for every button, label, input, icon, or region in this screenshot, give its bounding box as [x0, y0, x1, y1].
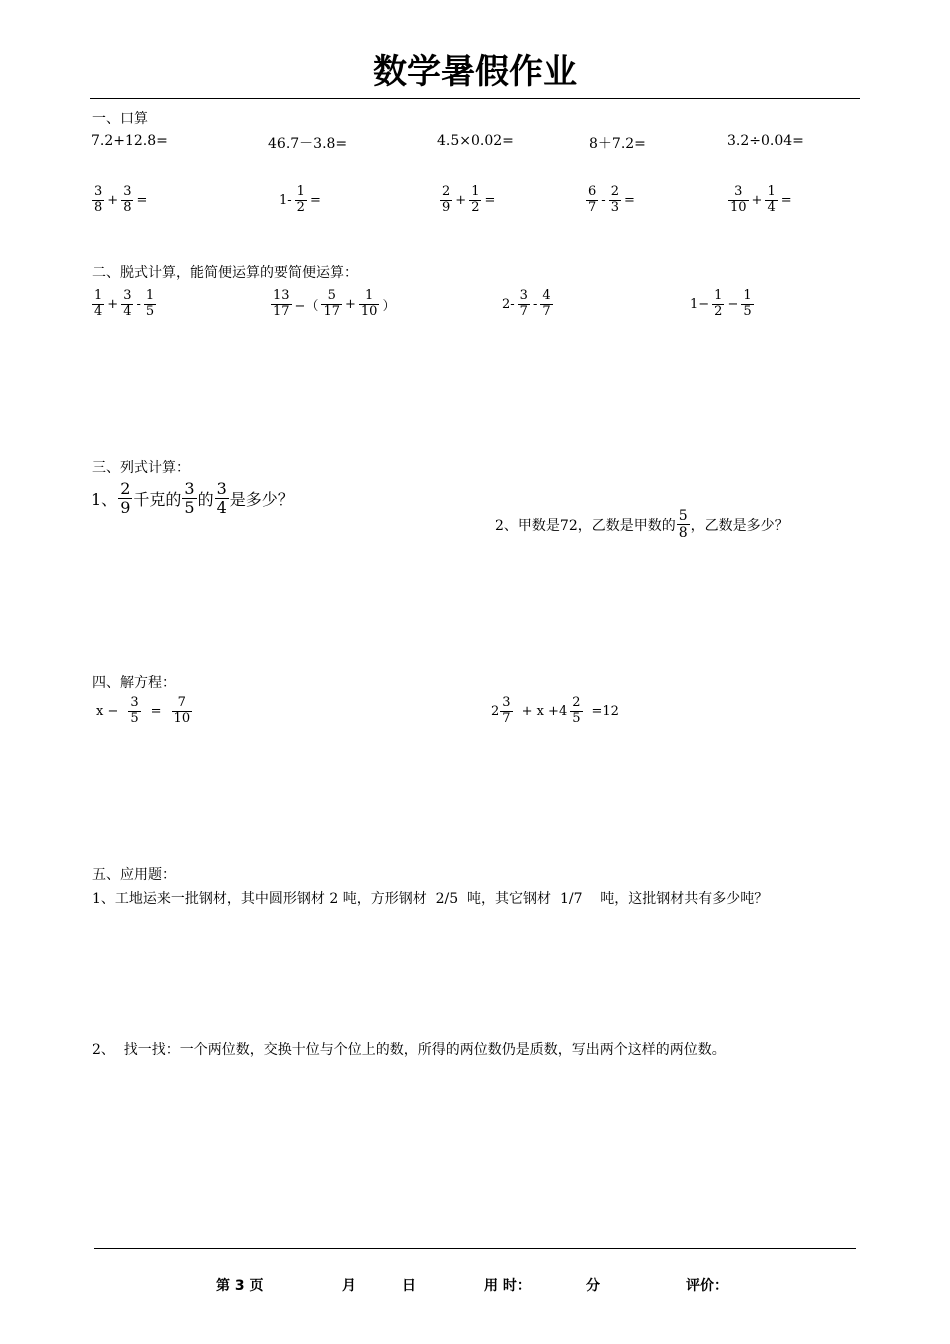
word-calc-2: 2、甲数是72，乙数是甲数的 $\frac{5}{8}$ ，乙数是多少？	[495, 508, 789, 542]
oral-frac-2: 1- $\frac{1}{2}$ =	[279, 184, 321, 215]
footer-score: 分	[586, 1278, 600, 1294]
bottom-divider	[94, 1248, 856, 1249]
fraction: $\frac{1}{4}$	[94, 288, 103, 319]
stepwise-expr-2: $\frac{13}{17}$ −（ $\frac{5}{17}$ + $\frac{1}{10}$ ）	[273, 288, 396, 319]
fraction: $\frac{2}{9}$	[442, 184, 451, 215]
fraction: $\frac{1}{2}$	[714, 288, 723, 319]
oral-calc-2: 46.7－3.8=	[268, 136, 348, 152]
fraction: $\frac{2}{9}$	[120, 479, 131, 518]
word-calc-1: 1、 $\frac{2}{9}$ 千克的 $\frac{3}{5}$ 的 $\frac{3}{4}$ 是多少？	[91, 479, 294, 518]
section4-heading: 四、解方程：	[92, 675, 176, 691]
section1-heading: 一、口算	[92, 111, 148, 127]
footer-month: 月	[342, 1278, 356, 1294]
fraction: $\frac{1}{5}$	[145, 288, 155, 319]
fraction: $\frac{3}{4}$	[123, 288, 132, 319]
section5-heading: 五、应用题：	[92, 867, 176, 883]
fraction: $\frac{1}{10}$	[360, 288, 378, 319]
stepwise-expr-1: $\frac{1}{4}$ + $\frac{3}{4}$ - $\frac{1}{5}$	[94, 288, 155, 319]
section3-heading: 三、列式计算：	[92, 460, 190, 476]
fraction: $\frac{5}{17}$	[323, 288, 340, 319]
oral-frac-5: $\frac{3}{10}$ + $\frac{1}{4}$ =	[730, 184, 792, 215]
oral-calc-1: 7.2+12.8=	[91, 133, 168, 149]
fraction: $\frac{1}{4}$	[767, 184, 776, 215]
fraction: $\frac{2}{3}$	[610, 184, 619, 215]
fraction: $\frac{7}{10}$	[173, 695, 191, 726]
stepwise-expr-3: 2- $\frac{3}{7}$ - $\frac{4}{7}$	[502, 288, 551, 319]
fraction: $\frac{1}{5}$	[743, 288, 752, 319]
fraction: $\frac{3}{5}$	[130, 695, 139, 726]
oral-frac-1: $\frac{3}{8}$ + $\frac{3}{8}$ =	[94, 184, 148, 215]
fraction: $\frac{4}{7}$	[542, 288, 551, 319]
equation-1: x − $\frac{3}{5}$ = $\frac{7}{10}$	[96, 695, 191, 726]
top-divider	[90, 98, 860, 99]
fraction: $\frac{13}{17}$	[273, 288, 290, 319]
oral-calc-3: 4.5×0.02=	[437, 133, 514, 149]
fraction: $\frac{3}{8}$	[123, 184, 132, 215]
application-problem-1: 1、工地运来一批钢材，其中圆形钢材 2 吨，方形钢材 2/5 吨，其它钢材 1/7 吨，这批钢材共有多少吨？	[92, 891, 769, 907]
fraction: $\frac{3}{10}$	[730, 184, 747, 215]
footer-eval: 评价：	[686, 1278, 728, 1294]
section2-heading: 二、脱式计算，能简便运算的要简便运算：	[92, 265, 358, 281]
fraction: $\frac{1}{2}$	[471, 184, 480, 215]
oral-calc-5: 3.2÷0.04=	[727, 133, 804, 149]
fraction: $\frac{5}{8}$	[678, 508, 688, 542]
page-title: 数学暑假作业	[373, 52, 577, 92]
application-problem-2: 2、 找一找：一个两位数，交换十位与个位上的数，所得的两位数仍是质数，写出两个这样的两位数。	[92, 1042, 726, 1058]
fraction: $\frac{3}{7}$	[519, 288, 528, 319]
footer-page: 第 3 页	[216, 1278, 264, 1294]
fraction: $\frac{3}{8}$	[94, 184, 103, 215]
oral-calc-4: 8＋7.2=	[589, 136, 646, 152]
oral-frac-3: $\frac{2}{9}$ + $\frac{1}{2}$ =	[442, 184, 496, 215]
fraction: $\frac{3}{7}$	[502, 695, 511, 726]
stepwise-expr-4: 1− $\frac{1}{2}$ − $\frac{1}{5}$	[690, 288, 752, 319]
fraction: $\frac{3}{4}$	[216, 479, 227, 518]
fraction: $\frac{1}{2}$	[296, 184, 305, 215]
equation-2: 2 $\frac{3}{7}$ + x +4 $\frac{2}{5}$ =12	[491, 695, 619, 726]
oral-frac-4: $\frac{6}{7}$ - $\frac{2}{3}$ =	[588, 184, 635, 215]
fraction: $\frac{6}{7}$	[588, 184, 597, 215]
footer-day: 日	[402, 1278, 416, 1294]
fraction: $\frac{3}{5}$	[184, 479, 195, 518]
fraction: $\frac{2}{5}$	[572, 695, 581, 726]
footer-time: 用 时：	[484, 1278, 531, 1294]
